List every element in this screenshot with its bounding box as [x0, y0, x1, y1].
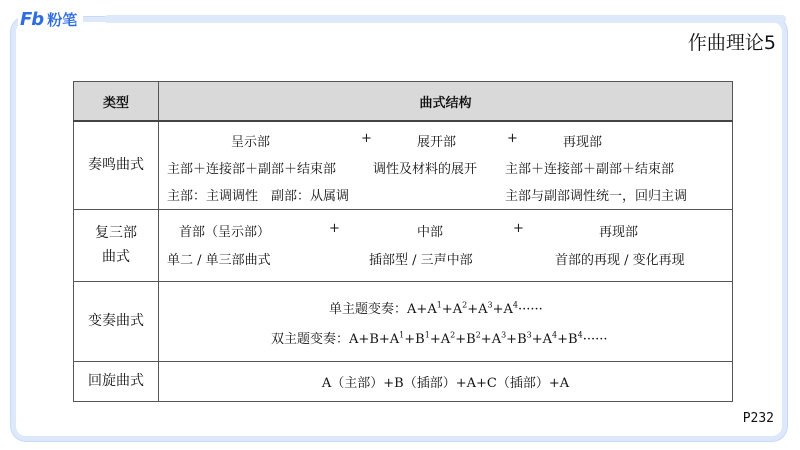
theme-term: $B^2$: [466, 330, 481, 347]
section-label: 再现部: [563, 135, 603, 150]
plus-sign: +: [506, 331, 518, 347]
structure-cell: [159, 361, 733, 401]
theme-term: $A^2$: [452, 300, 468, 317]
plus-sign: +: [507, 131, 518, 146]
variation-label: 单主题变奏：: [329, 301, 408, 317]
type-line: 曲式: [102, 249, 130, 265]
page-title: 作曲理论5: [687, 32, 776, 54]
plus-sign: +: [404, 331, 416, 347]
rondo-formula: A（主部）+B（插部）+A+C（插部）+A: [321, 375, 570, 391]
structure-text: 主部：主调调性 副部：从属调: [167, 189, 350, 204]
type-line: 复三部: [95, 225, 137, 241]
theme-term: $A^2$: [440, 330, 456, 347]
page-number: P232: [742, 411, 774, 426]
header-structure: 曲式结构: [159, 82, 733, 122]
structure-text: 主部＋连接部＋副部＋结束部: [167, 162, 337, 177]
table-row: [74, 281, 733, 361]
brand-mark: Fb: [20, 8, 44, 30]
structure-cell: [159, 281, 733, 361]
structure-cell: [159, 121, 733, 209]
theme-term: $A^3$: [491, 330, 507, 347]
plus-sign: +: [358, 331, 370, 347]
structure-text: 主部与副部调性统一，回归主调: [505, 189, 688, 204]
structure-text: 首部的再现 / 变化再现: [555, 252, 685, 268]
plus-sign: +: [429, 331, 441, 347]
theme-term: A: [349, 331, 359, 347]
plus-sign: +: [361, 131, 372, 146]
single-theme-variation: [329, 298, 543, 317]
variation-label: 双主题变奏：: [271, 331, 350, 347]
plus-sign: +: [531, 331, 543, 347]
structure-text: 调性及材料的展开: [373, 162, 478, 177]
double-theme-variation: [271, 328, 607, 347]
theme-term: $A^4$: [542, 330, 558, 347]
variation-formula: [407, 302, 518, 317]
variation-formula: [349, 332, 583, 347]
section-label: 再现部: [599, 224, 639, 240]
theme-term: B: [369, 331, 379, 347]
plus-sign: +: [557, 331, 569, 347]
table-row: [74, 121, 733, 209]
type-cell: [74, 209, 159, 281]
theme-term: $B^3$: [517, 330, 532, 347]
structure-text: 单二 / 单三部曲式: [167, 252, 271, 268]
brand-name: 粉笔: [47, 10, 78, 29]
section-label: 展开部: [417, 135, 457, 150]
plus-sign: +: [378, 331, 390, 347]
plus-sign: +: [329, 220, 340, 236]
plus-sign: +: [441, 301, 453, 317]
plus-sign: +: [513, 220, 524, 236]
section-label: 首部（呈示部）: [179, 224, 271, 240]
type-cell: 奏鸣曲式: [74, 121, 159, 209]
plus-sign: +: [455, 331, 467, 347]
structure-text: 插部型 / 三声中部: [369, 252, 473, 268]
type-cell: 回旋曲式: [74, 361, 159, 401]
theme-term: A: [407, 301, 417, 317]
section-label: 中部: [417, 224, 444, 240]
brand-logo: [18, 6, 83, 32]
type-cell: 变奏曲式: [74, 281, 159, 361]
plus-sign: +: [480, 331, 492, 347]
table-row: [74, 361, 733, 401]
structure-text: 主部＋连接部＋副部＋结束部: [505, 162, 675, 177]
theme-term: $B^1$: [415, 330, 430, 347]
theme-term: $B^4$: [568, 330, 583, 347]
structure-cell: [159, 209, 733, 281]
header-bar: [104, 15, 786, 23]
table-header-row: [74, 82, 733, 122]
theme-term: $A^1$: [427, 300, 442, 317]
plus-sign: +: [492, 301, 504, 317]
variation-tail: ······: [517, 301, 543, 317]
plus-sign: +: [416, 301, 428, 317]
table-row: [74, 209, 733, 281]
section-label: 呈示部: [231, 135, 271, 150]
variation-tail: ······: [582, 331, 608, 347]
theme-term: $A^4$: [503, 300, 518, 317]
plus-sign: +: [467, 301, 479, 317]
header-type: 类型: [74, 82, 159, 122]
theme-term: $A^1$: [389, 330, 405, 347]
theme-term: $A^3$: [478, 300, 493, 317]
form-structure-table: [73, 81, 733, 402]
